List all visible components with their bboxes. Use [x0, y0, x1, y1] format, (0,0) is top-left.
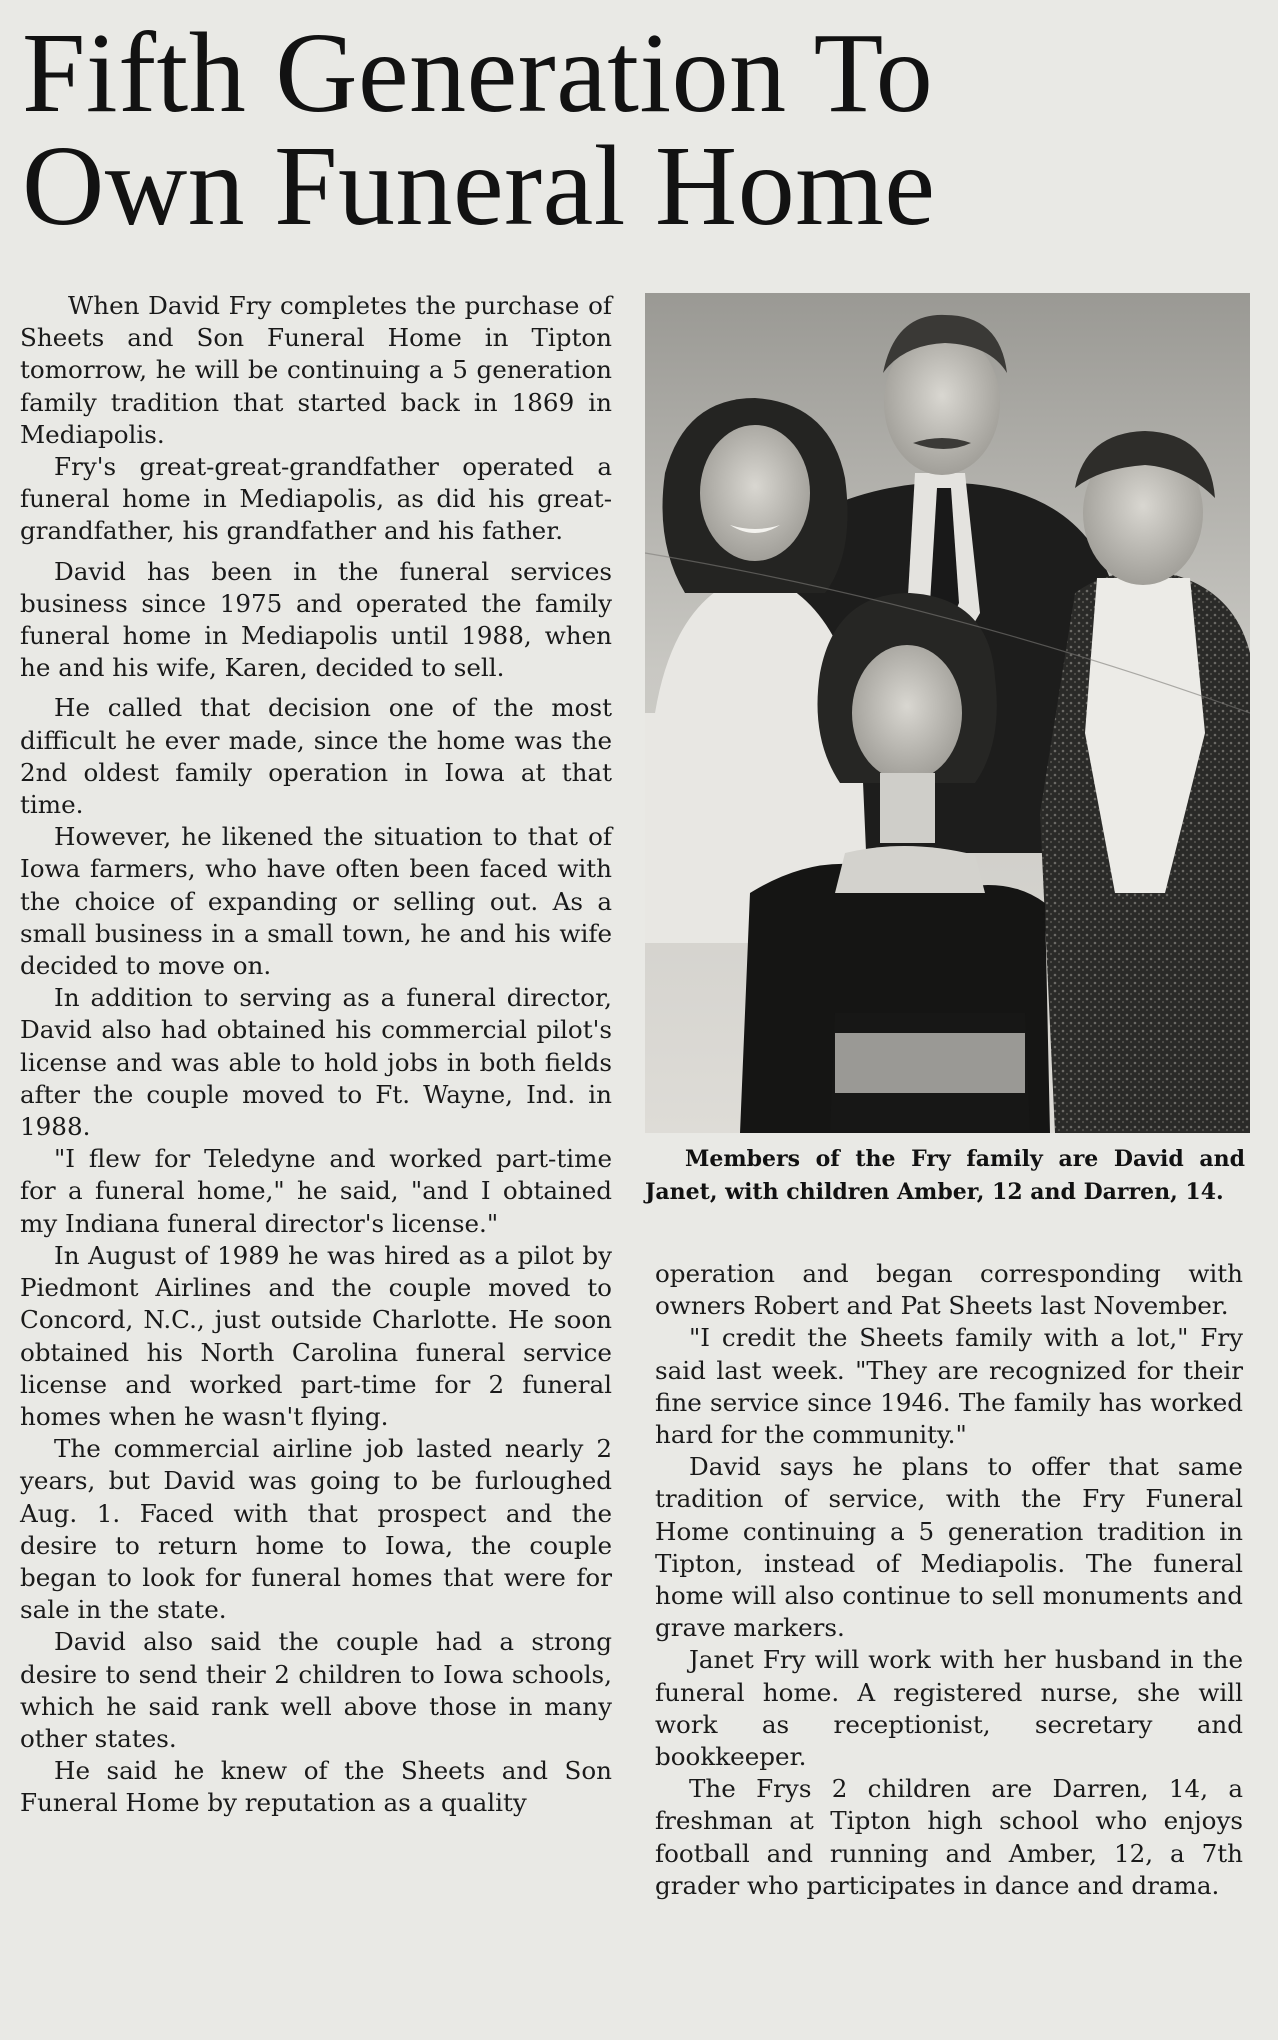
paragraph: "I credit the Sheets family with a lot," Fry said last week. "They are recognized for their fine service since 1946. The family has worked hard for the community." — [655, 1323, 1243, 1450]
paragraph: Fry's great-great-grandfather operated a funeral home in Mediapolis, as did his great-grandfather, his grandfather and his father. — [20, 452, 612, 546]
paragraph: David says he plans to offer that same tradition of service, with the Fry Funeral Home continuing a 5 generation tradition in Tipton, instead of Mediapolis. The funeral home will also continue to sell monuments and grave markers. — [655, 1452, 1243, 1643]
photo-caption — [645, 1143, 1245, 1209]
family-photo — [645, 293, 1250, 1133]
paragraph: David also said the couple had a strong desire to send their 2 children to Iowa schools, which he said rank well above those in many other states. — [20, 1627, 612, 1753]
paragraph: When David Fry completes the purchase of Sheets and Son Funeral Home in Tipton tomorrow, he will be continuing a 5 generation family tradition that started back in 1869 in Mediapolis. — [20, 291, 612, 449]
headline — [22, 9, 1252, 249]
paragraph: In August of 1989 he was hired as a pilot by Piedmont Airlines and the couple moved to Concord, N.C., just outside Charlotte. He soon obtained his North Carolina funeral service license and worked part-time for 2 funeral homes when he wasn't flying. — [20, 1240, 612, 1431]
paragraph: He called that decision one of the most difficult he ever made, since the home was the 2nd oldest family operation in Iowa at that time. — [20, 693, 612, 820]
paragraph: "I flew for Teledyne and worked part-time for a funeral home," he said, "and I obtained my Indiana funeral director's license." — [20, 1144, 612, 1238]
article-column-right — [655, 1258, 1243, 1902]
headline-line-2: Own Funeral Home — [22, 122, 936, 249]
paragraph: operation and began corresponding with owners Robert and Pat Sheets last November. — [655, 1259, 1243, 1321]
paragraph: The commercial airline job lasted nearly 2 years, but David was going to be furloughed Aug. 1. Faced with that prospect and the desire to return home to Iowa, the couple began to look for funeral homes that were for sale in the state. — [20, 1434, 612, 1625]
family-portrait-image — [645, 293, 1250, 1133]
article-column-left — [20, 290, 612, 1820]
paragraph: In addition to serving as a funeral director, David also had obtained his commercial pilot's license and was able to hold jobs in both fields after the couple moved to Ft. Wayne, Ind. in 1988. — [20, 983, 612, 1142]
paragraph: Janet Fry will work with her husband in the funeral home. A registered nurse, she will work as receptionist, secretary and bookkeeper. — [655, 1645, 1243, 1772]
paragraph: The Frys 2 children are Darren, 14, a freshman at Tipton high school who enjoys football and running and Amber, 12, a 7th grader who participates in dance and drama. — [655, 1774, 1243, 1900]
headline-line-1: Fifth Generation To — [22, 9, 934, 136]
paragraph: David has been in the funeral services business since 1975 and operated the family funeral home in Mediapolis until 1988, when he and his wife, Karen, decided to sell. — [20, 556, 612, 683]
caption-text: Members of the Fry family are David and Janet, with children Amber, 12 and Darren, 14. — [645, 1146, 1245, 1205]
paragraph: He said he knew of the Sheets and Son Funeral Home by reputation as a quality — [20, 1756, 612, 1818]
paragraph: However, he likened the situation to that of Iowa farmers, who have often been faced with the choice of expanding or selling out. As a small business in a small town, he and his wife decided to move on. — [20, 822, 612, 981]
